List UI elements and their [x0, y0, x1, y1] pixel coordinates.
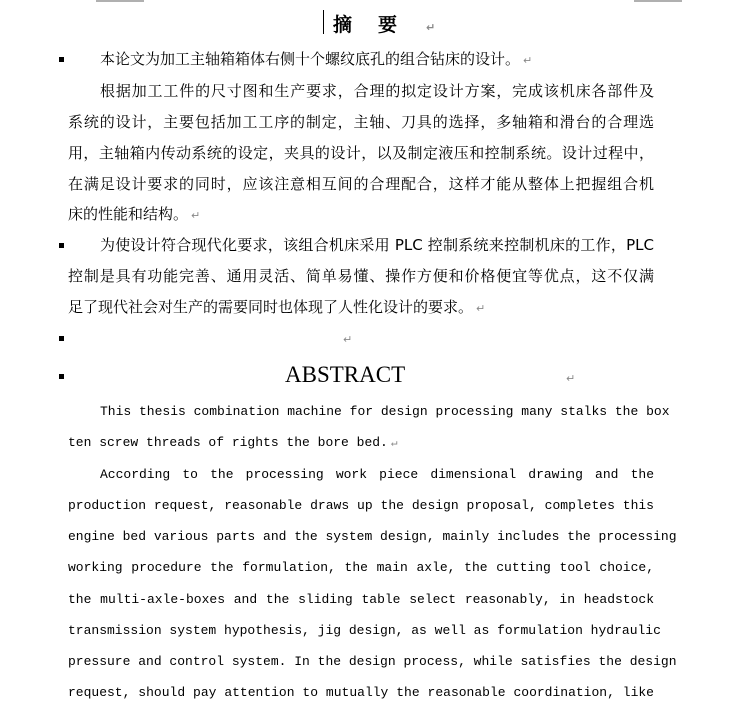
text-line: 本论文为加工主轴箱箱体右侧十个螺纹底孔的组合钻床的设计。 ↵	[100, 50, 533, 68]
text-line: 足了现代社会对生产的需要同时也体现了人性化设计的要求。 ↵	[68, 298, 486, 316]
text-line: ten screw threads of rights the bore bed. ↵	[68, 435, 398, 450]
list-bullet	[59, 374, 64, 379]
text-line: engine bed various parts and the system design, mainly includes the processing	[68, 529, 677, 544]
text-line: 为使设计符合现代化要求，该组合机床采用 PLC 控制系统来控制机床的工作，PLC	[100, 236, 654, 254]
page-corner-left	[96, 0, 144, 2]
text-line: working procedure the formulation, the main axle, the cutting tool choice,	[68, 560, 654, 575]
abstract-title: ABSTRACT	[285, 362, 406, 387]
text-line: 用，主轴箱内传动系统的设定，夹具的设计，以及制定液压和控制系统。设计过程中，	[68, 144, 654, 162]
text-line: 系统的设计，主要包括加工工序的制定，主轴、刀具的选择，多轴箱和滑台的合理选	[68, 113, 654, 131]
paragraph-mark: ↵	[390, 438, 398, 450]
text-line: This thesis combination machine for design processing many stalks the box	[100, 404, 670, 419]
list-bullet	[59, 243, 64, 248]
text-line: production request, reasonable draws up the design proposal, completes this	[68, 498, 654, 513]
paragraph-mark: ↵	[191, 209, 201, 222]
page-title: 摘要 ↵	[333, 14, 436, 36]
list-bullet	[59, 57, 64, 62]
paragraph-mark: ↵	[523, 54, 533, 67]
text-line: 在满足设计要求的同时，应该注意相互间的合理配合，这样才能从整体上把握组合机	[68, 175, 654, 193]
list-bullet	[59, 336, 64, 341]
paragraph-mark: ↵	[426, 21, 436, 34]
text-line: 控制是具有功能完善、通用灵活、简单易懂、操作方便和价格便宜等优点，这不仅满	[68, 267, 654, 285]
text-line: 根据加工工件的尺寸图和生产要求，合理的拟定设计方案，完成该机床各部件及	[100, 82, 654, 100]
paragraph-mark: ↵	[476, 302, 486, 315]
text-line: 床的性能和结构。 ↵	[68, 205, 201, 223]
page-corner-right	[634, 0, 682, 2]
text-line: According to the processing work piece dimensional drawing and the	[100, 467, 654, 482]
paragraph-mark: ↵	[343, 333, 353, 346]
text-line: request, should pay attention to mutually the reasonable coordination, like	[68, 685, 654, 700]
text-line: transmission system hypothesis, jig design, as well as formulation hydraulic	[68, 623, 661, 638]
text-line: pressure and control system. In the design process, while satisfies the design	[68, 654, 677, 669]
text-cursor	[323, 10, 324, 34]
paragraph-mark: ↵	[566, 372, 576, 385]
text-line: the multi-axle-boxes and the sliding table select reasonably, in headstock	[68, 592, 654, 607]
